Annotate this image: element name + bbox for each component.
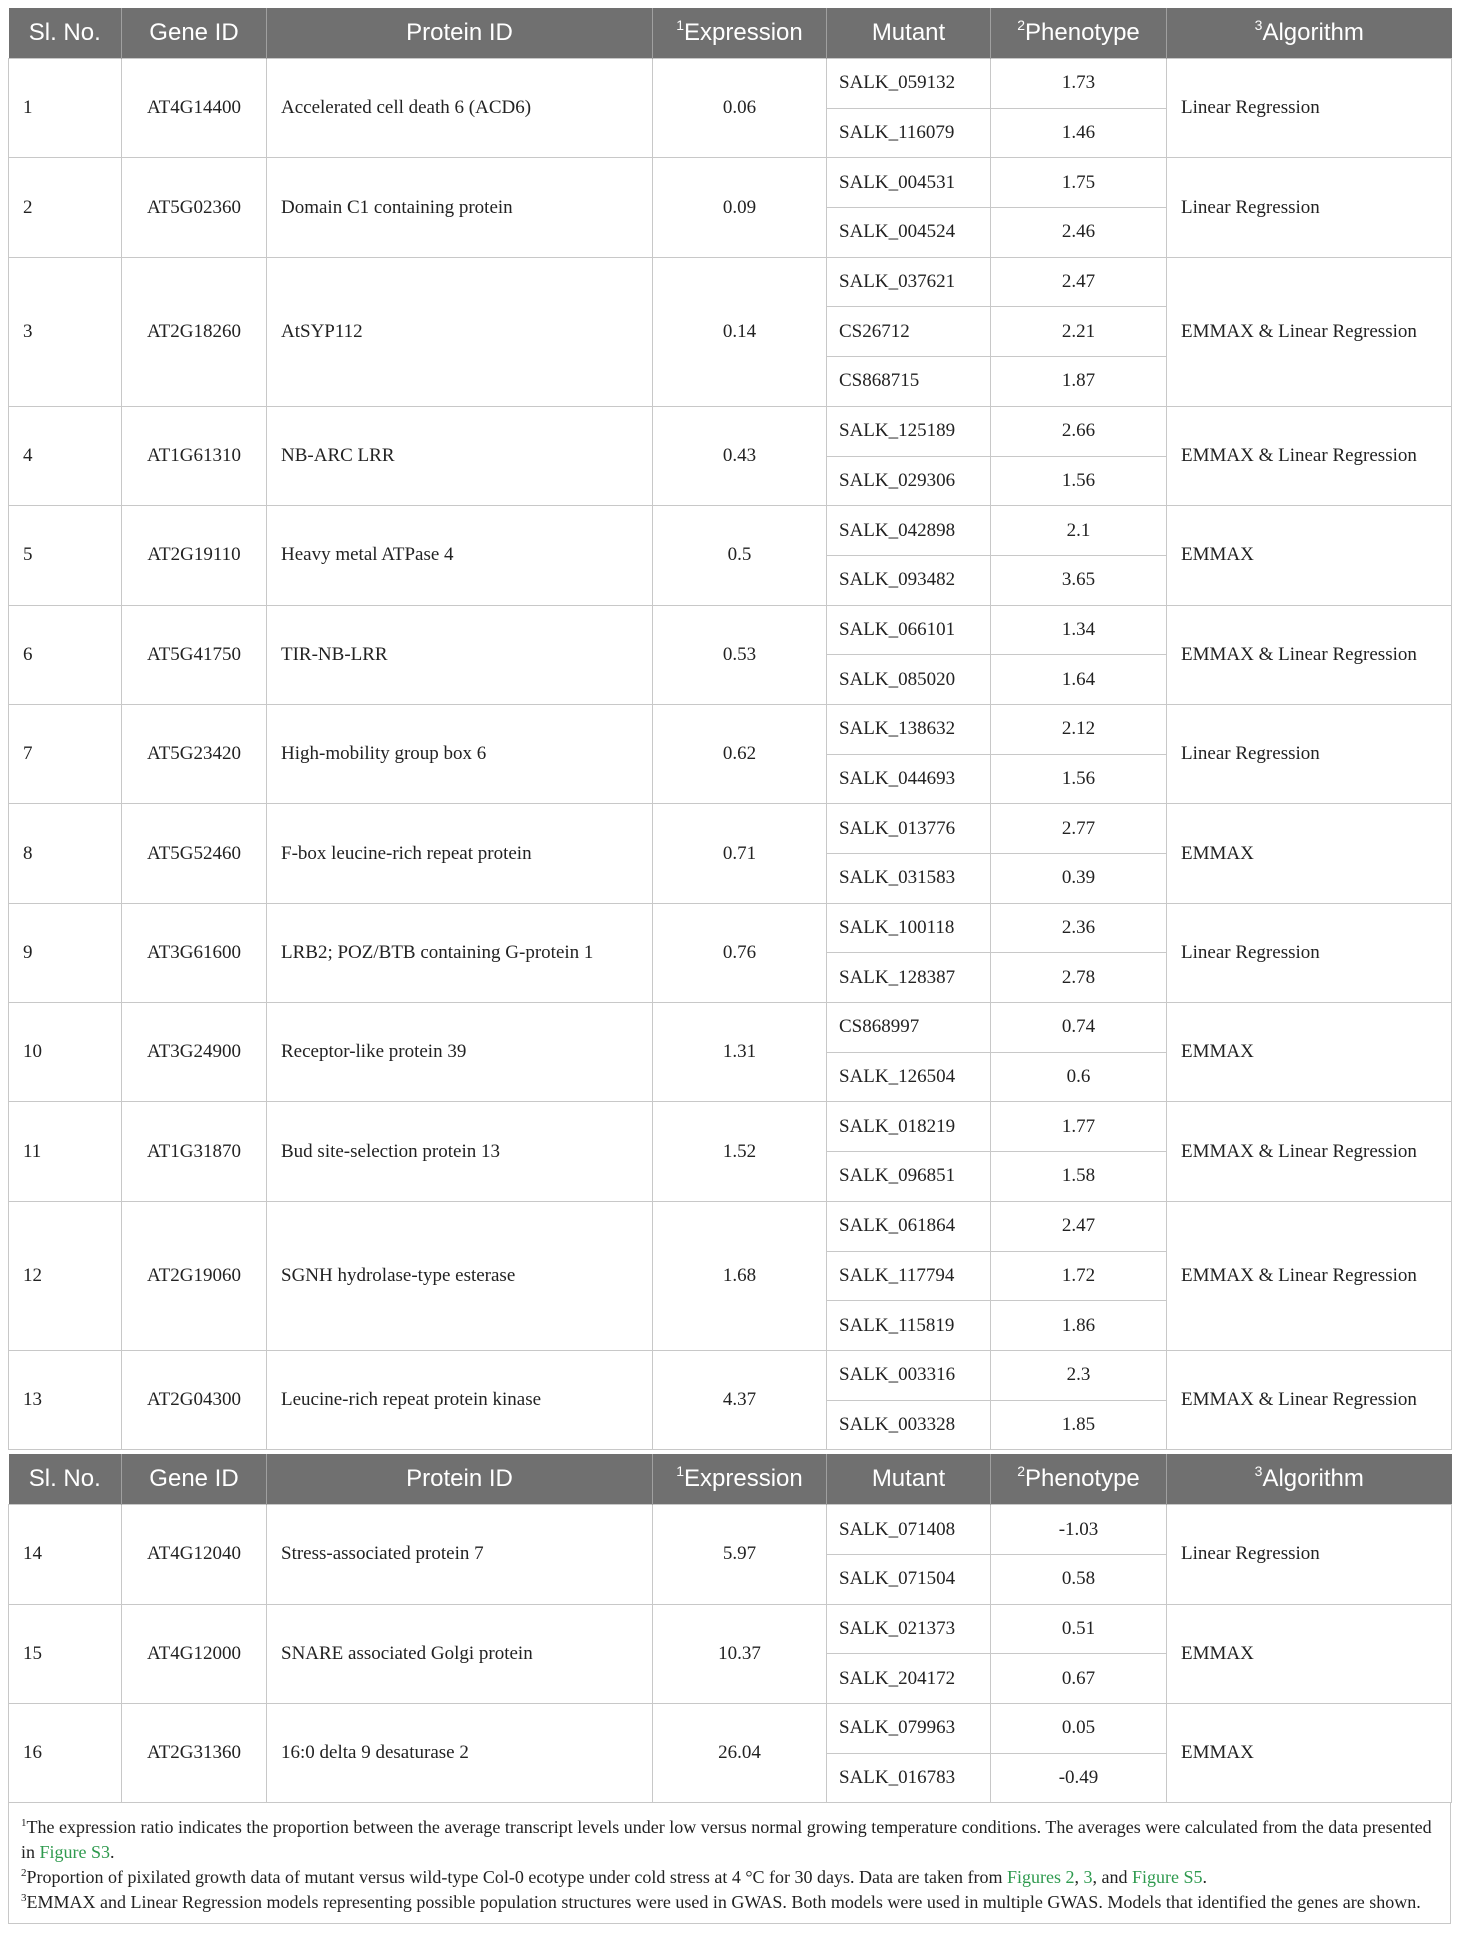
header-algorithm: [1167, 1454, 1452, 1505]
sl-no-cell: 4: [9, 406, 122, 505]
expression-cell: 0.53: [653, 605, 827, 704]
footnote-2: [21, 1865, 1438, 1890]
protein-id-cell: Heavy metal ATPase 4: [267, 506, 653, 605]
header-sl-no: Sl. No.: [9, 1454, 122, 1505]
protein-id-cell: 16:0 delta 9 desaturase 2: [267, 1704, 653, 1803]
figure-s5-link[interactable]: Figure S5: [1131, 1867, 1203, 1888]
protein-id-cell: SGNH hydrolase-type esterase: [267, 1201, 653, 1350]
algorithm-cell: Linear Regression: [1167, 704, 1452, 803]
mutant-cell: SALK_079963: [827, 1704, 991, 1754]
mutant-cell: CS868997: [827, 1003, 991, 1053]
gene-id-cell: AT4G12040: [122, 1505, 267, 1604]
gene-id-cell: AT2G04300: [122, 1350, 267, 1449]
algorithm-cell: EMMAX & Linear Regression: [1167, 406, 1452, 505]
expression-cell: 4.37: [653, 1350, 827, 1449]
header-algorithm-label: Algorithm: [1262, 1465, 1364, 1493]
mutant-cell: SALK_126504: [827, 1052, 991, 1102]
expression-cell: 0.76: [653, 903, 827, 1002]
phenotype-cell: 1.85: [991, 1400, 1167, 1450]
expression-cell: 5.97: [653, 1505, 827, 1604]
sl-no-cell: 10: [9, 1003, 122, 1102]
table-row: [9, 1350, 1452, 1400]
table-row: [9, 59, 1452, 109]
gene-table-part-2: [8, 1454, 1452, 1803]
phenotype-cell: 3.65: [991, 555, 1167, 605]
phenotype-cell: 2.47: [991, 1201, 1167, 1251]
phenotype-cell: 2.46: [991, 208, 1167, 258]
header-phenotype-sup: 2: [1017, 17, 1026, 33]
phenotype-cell: -1.03: [991, 1505, 1167, 1555]
mutant-cell: SALK_031583: [827, 854, 991, 904]
algorithm-cell: EMMAX & Linear Regression: [1167, 1350, 1452, 1449]
expression-cell: 10.37: [653, 1604, 827, 1703]
sl-no-cell: 6: [9, 605, 122, 704]
footnote-2-sep-1: ,: [1074, 1867, 1084, 1888]
protein-id-cell: SNARE associated Golgi protein: [267, 1604, 653, 1703]
footnote-1-text: The expression ratio indicates the proportion between the average transcript levels under low versus normal growing temperature conditions. The averages were calculated from the data presented in: [21, 1817, 1432, 1863]
mutant-cell: SALK_116079: [827, 108, 991, 158]
footnote-2-sep-2: , and: [1092, 1867, 1132, 1888]
header-expression: [653, 8, 827, 59]
phenotype-cell: 2.21: [991, 307, 1167, 357]
table-row: [9, 605, 1452, 655]
table-row: [9, 704, 1452, 754]
gene-id-cell: AT2G19060: [122, 1201, 267, 1350]
algorithm-cell: EMMAX & Linear Regression: [1167, 1102, 1452, 1201]
mutant-cell: SALK_018219: [827, 1102, 991, 1152]
algorithm-cell: EMMAX & Linear Regression: [1167, 257, 1452, 406]
algorithm-cell: EMMAX: [1167, 1604, 1452, 1703]
algorithm-cell: Linear Regression: [1167, 1505, 1452, 1604]
sl-no-cell: 14: [9, 1505, 122, 1604]
protein-id-cell: Bud site-selection protein 13: [267, 1102, 653, 1201]
gene-id-cell: AT5G02360: [122, 158, 267, 257]
header-expression-sup: 1: [676, 1463, 685, 1480]
header-sl-no: Sl. No.: [9, 8, 122, 59]
phenotype-cell: 2.78: [991, 953, 1167, 1003]
header-phenotype-label: Phenotype: [1025, 1465, 1140, 1493]
protein-id-cell: TIR-NB-LRR: [267, 605, 653, 704]
header-phenotype: [991, 8, 1167, 59]
phenotype-cell: 0.39: [991, 854, 1167, 904]
phenotype-cell: 2.77: [991, 804, 1167, 854]
expression-cell: 0.71: [653, 804, 827, 903]
mutant-cell: SALK_125189: [827, 406, 991, 456]
mutant-cell: SALK_029306: [827, 456, 991, 506]
figure-3-link[interactable]: 3: [1083, 1867, 1093, 1888]
header-algorithm: [1167, 8, 1452, 59]
header-expression: [653, 1454, 827, 1505]
expression-cell: 1.68: [653, 1201, 827, 1350]
expression-cell: 0.43: [653, 406, 827, 505]
footnote-2-end: .: [1202, 1867, 1207, 1888]
gene-id-cell: AT5G23420: [122, 704, 267, 803]
mutant-cell: SALK_004524: [827, 208, 991, 258]
mutant-cell: SALK_071504: [827, 1554, 991, 1604]
footnote-1: [21, 1815, 1438, 1865]
table-row: [9, 1003, 1452, 1053]
phenotype-cell: 1.72: [991, 1251, 1167, 1301]
gene-id-cell: AT3G24900: [122, 1003, 267, 1102]
mutant-cell: CS26712: [827, 307, 991, 357]
table-row: [9, 804, 1452, 854]
phenotype-cell: 1.64: [991, 655, 1167, 705]
mutant-cell: SALK_117794: [827, 1251, 991, 1301]
footnote-2-text: Proportion of pixilated growth data of mutant versus wild-type Col-0 ecotype under cold stress at 4 °C for 30 days. Data are taken from: [26, 1867, 1007, 1888]
header-mutant: Mutant: [827, 8, 991, 59]
mutant-cell: SALK_128387: [827, 953, 991, 1003]
header-protein-id: Protein ID: [267, 1454, 653, 1505]
footnote-1-marker: 1: [21, 1817, 27, 1830]
gene-id-cell: AT5G52460: [122, 804, 267, 903]
phenotype-cell: 2.12: [991, 704, 1167, 754]
expression-cell: 1.52: [653, 1102, 827, 1201]
gene-id-cell: AT2G19110: [122, 506, 267, 605]
algorithm-cell: Linear Regression: [1167, 903, 1452, 1002]
table-row: [9, 903, 1452, 953]
expression-cell: 0.62: [653, 704, 827, 803]
header-expression-label: Expression: [684, 19, 803, 46]
mutant-cell: SALK_003328: [827, 1400, 991, 1450]
mutant-cell: SALK_037621: [827, 257, 991, 307]
protein-id-cell: AtSYP112: [267, 257, 653, 406]
phenotype-cell: 0.58: [991, 1554, 1167, 1604]
phenotype-cell: -0.49: [991, 1753, 1167, 1803]
header-algorithm-label: Algorithm: [1262, 19, 1364, 46]
mutant-cell: SALK_204172: [827, 1654, 991, 1704]
header-mutant: Mutant: [827, 1454, 991, 1505]
footnote-3: [21, 1890, 1438, 1915]
mutant-cell: SALK_003316: [827, 1350, 991, 1400]
table-row: [9, 1102, 1452, 1152]
sl-no-cell: 7: [9, 704, 122, 803]
data-table-container: [8, 8, 1451, 1924]
expression-cell: 1.31: [653, 1003, 827, 1102]
footnote-3-text: EMMAX and Linear Regression models representing possible population structures were used in GWAS. Both models were used in multiple GWAS. Models that identified the genes are shown.: [26, 1892, 1421, 1913]
table-row: [9, 506, 1452, 556]
sl-no-cell: 11: [9, 1102, 122, 1201]
phenotype-cell: 2.66: [991, 406, 1167, 456]
table-row: [9, 158, 1452, 208]
protein-id-cell: Leucine-rich repeat protein kinase: [267, 1350, 653, 1449]
gene-id-cell: AT2G31360: [122, 1704, 267, 1803]
mutant-cell: SALK_004531: [827, 158, 991, 208]
sl-no-cell: 9: [9, 903, 122, 1002]
sl-no-cell: 12: [9, 1201, 122, 1350]
phenotype-cell: 2.47: [991, 257, 1167, 307]
mutant-cell: SALK_013776: [827, 804, 991, 854]
protein-id-cell: Domain C1 containing protein: [267, 158, 653, 257]
gene-table-part-1: [8, 8, 1452, 1450]
phenotype-cell: 1.75: [991, 158, 1167, 208]
protein-id-cell: F-box leucine-rich repeat protein: [267, 804, 653, 903]
algorithm-cell: EMMAX: [1167, 804, 1452, 903]
mutant-cell: SALK_061864: [827, 1201, 991, 1251]
header-expression-label: Expression: [684, 1465, 803, 1493]
table-body-part-1: [9, 59, 1452, 1450]
header-algorithm-sup: 3: [1254, 1463, 1263, 1480]
algorithm-cell: EMMAX: [1167, 1704, 1452, 1803]
table-header: [9, 8, 1452, 59]
figure-2-link[interactable]: Figures 2: [1006, 1867, 1075, 1888]
mutant-cell: SALK_138632: [827, 704, 991, 754]
algorithm-cell: Linear Regression: [1167, 59, 1452, 158]
gene-id-cell: AT3G61600: [122, 903, 267, 1002]
sl-no-cell: 16: [9, 1704, 122, 1803]
mutant-cell: SALK_066101: [827, 605, 991, 655]
sl-no-cell: 15: [9, 1604, 122, 1703]
footnote-1-end: .: [110, 1842, 115, 1863]
phenotype-cell: 1.34: [991, 605, 1167, 655]
phenotype-cell: 0.74: [991, 1003, 1167, 1053]
header-expression-sup: 1: [676, 17, 685, 33]
algorithm-cell: EMMAX: [1167, 506, 1452, 605]
sl-no-cell: 2: [9, 158, 122, 257]
mutant-cell: SALK_093482: [827, 555, 991, 605]
expression-cell: 0.5: [653, 506, 827, 605]
mutant-cell: SALK_115819: [827, 1301, 991, 1351]
sl-no-cell: 8: [9, 804, 122, 903]
table-header-repeat: [9, 1454, 1452, 1505]
phenotype-cell: 1.58: [991, 1152, 1167, 1202]
algorithm-cell: Linear Regression: [1167, 158, 1452, 257]
sl-no-cell: 13: [9, 1350, 122, 1449]
phenotype-cell: 2.3: [991, 1350, 1167, 1400]
mutant-cell: SALK_044693: [827, 754, 991, 804]
mutant-cell: SALK_016783: [827, 1753, 991, 1803]
phenotype-cell: 1.73: [991, 59, 1167, 109]
expression-cell: 0.14: [653, 257, 827, 406]
sl-no-cell: 3: [9, 257, 122, 406]
table-row: [9, 1505, 1452, 1555]
phenotype-cell: 0.6: [991, 1052, 1167, 1102]
footnote-2-marker: 2: [21, 1867, 27, 1880]
phenotype-cell: 0.51: [991, 1604, 1167, 1654]
expression-cell: 0.06: [653, 59, 827, 158]
gene-id-cell: AT1G31870: [122, 1102, 267, 1201]
mutant-cell: SALK_042898: [827, 506, 991, 556]
protein-id-cell: Receptor-like protein 39: [267, 1003, 653, 1102]
protein-id-cell: NB-ARC LRR: [267, 406, 653, 505]
table-row: [9, 257, 1452, 307]
protein-id-cell: High-mobility group box 6: [267, 704, 653, 803]
gene-id-cell: AT4G14400: [122, 59, 267, 158]
table-row: [9, 406, 1452, 456]
table-row: [9, 1704, 1452, 1754]
expression-cell: 0.09: [653, 158, 827, 257]
mutant-cell: SALK_071408: [827, 1505, 991, 1555]
phenotype-cell: 1.56: [991, 456, 1167, 506]
gene-id-cell: AT5G41750: [122, 605, 267, 704]
phenotype-cell: 1.77: [991, 1102, 1167, 1152]
figure-s3-link[interactable]: Figure S3: [39, 1842, 111, 1863]
sl-no-cell: 1: [9, 59, 122, 158]
phenotype-cell: 1.87: [991, 357, 1167, 407]
table-footnotes: [8, 1803, 1451, 1924]
table-row: [9, 1201, 1452, 1251]
gene-id-cell: AT1G61310: [122, 406, 267, 505]
phenotype-cell: 1.46: [991, 108, 1167, 158]
mutant-cell: SALK_021373: [827, 1604, 991, 1654]
table-row: [9, 1604, 1452, 1654]
header-protein-id: Protein ID: [267, 8, 653, 59]
header-phenotype: [991, 1454, 1167, 1505]
header-phenotype-label: Phenotype: [1025, 19, 1140, 46]
phenotype-cell: 0.67: [991, 1654, 1167, 1704]
phenotype-cell: 1.56: [991, 754, 1167, 804]
phenotype-cell: 1.86: [991, 1301, 1167, 1351]
table-body-part-2: [9, 1505, 1452, 1803]
header-gene-id: Gene ID: [122, 1454, 267, 1505]
gene-id-cell: AT2G18260: [122, 257, 267, 406]
mutant-cell: SALK_059132: [827, 59, 991, 109]
phenotype-cell: 2.36: [991, 903, 1167, 953]
header-phenotype-sup: 2: [1017, 1463, 1026, 1480]
algorithm-cell: EMMAX: [1167, 1003, 1452, 1102]
protein-id-cell: Stress-associated protein 7: [267, 1505, 653, 1604]
algorithm-cell: EMMAX & Linear Regression: [1167, 605, 1452, 704]
protein-id-cell: Accelerated cell death 6 (ACD6): [267, 59, 653, 158]
header-algorithm-sup: 3: [1254, 17, 1263, 33]
mutant-cell: SALK_100118: [827, 903, 991, 953]
phenotype-cell: 0.05: [991, 1704, 1167, 1754]
algorithm-cell: EMMAX & Linear Regression: [1167, 1201, 1452, 1350]
mutant-cell: SALK_096851: [827, 1152, 991, 1202]
phenotype-cell: 2.1: [991, 506, 1167, 556]
mutant-cell: SALK_085020: [827, 655, 991, 705]
protein-id-cell: LRB2; POZ/BTB containing G-protein 1: [267, 903, 653, 1002]
sl-no-cell: 5: [9, 506, 122, 605]
gene-id-cell: AT4G12000: [122, 1604, 267, 1703]
header-gene-id: Gene ID: [122, 8, 267, 59]
expression-cell: 26.04: [653, 1704, 827, 1803]
mutant-cell: CS868715: [827, 357, 991, 407]
footnote-3-marker: 3: [21, 1892, 27, 1905]
